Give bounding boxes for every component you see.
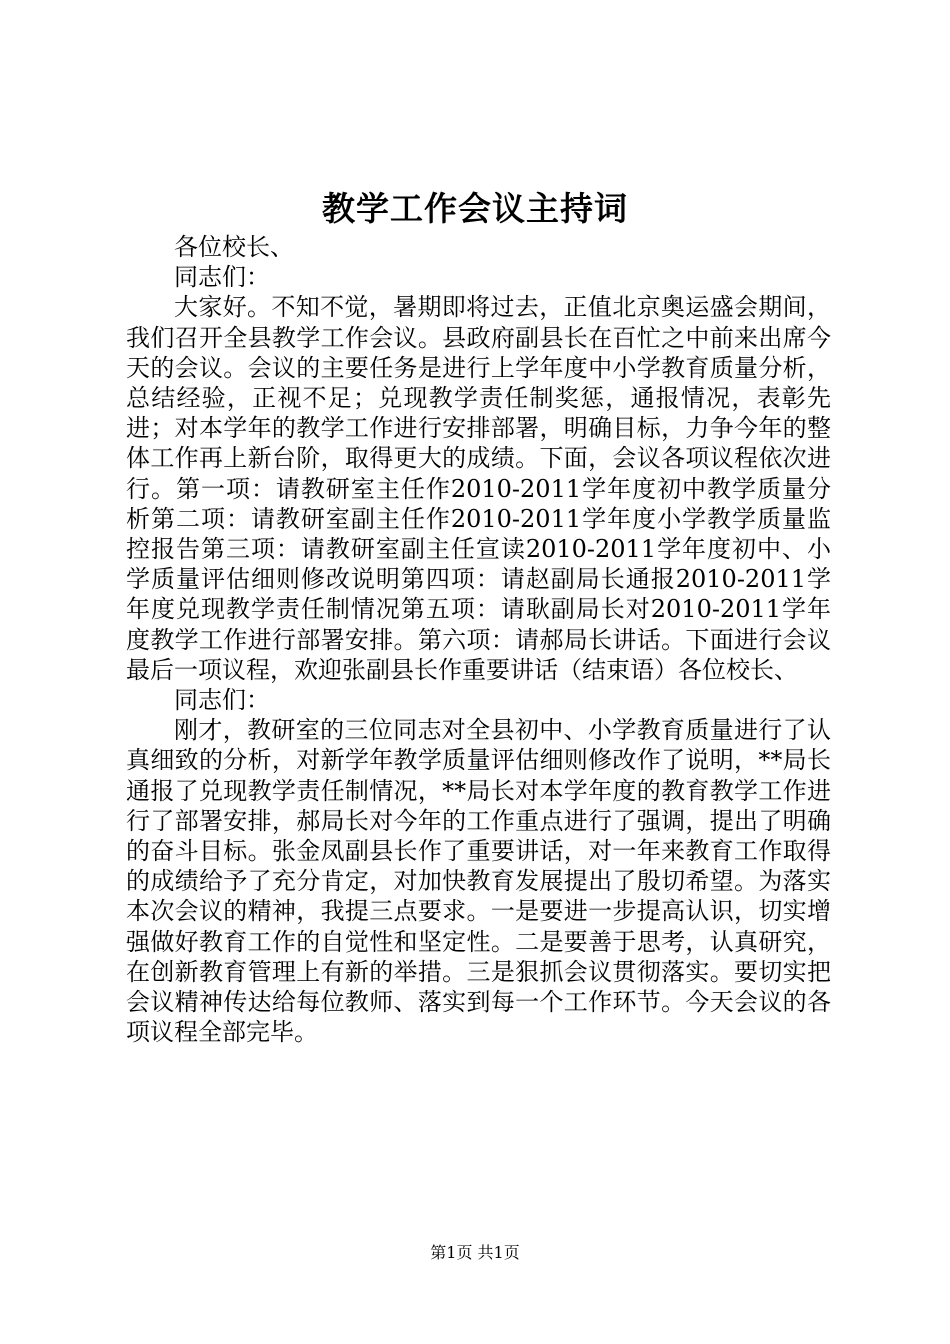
body-paragraph: 刚才，教研室的三位同志对全县初中、小学教育质量进行了认真细致的分析，对新学年教学质量评估细则修改作了说明，**局长通报了兑现教学责任制情况，**局长对本学年度的教育教学工作进行了部署安排，郝局长对今年的工作重点进行了强调，提出了明确的奋斗目标。张金凤副县长作了重要讲话，对一年来教育工作取得的成绩给予了充分肯定，对加快教育发展提出了殷切希望。为落实本次会议的精神，我提三点要求。一是要进一步提高认识，切实增强做好教育工作的自觉性和坚定性。二是要善于思考，认真研究，在创新教育管理上有新的举措。三是狠抓会议贯彻落实。要切实把会议精神传达给每位教师、落实到每一个工作环节。今天会议的各项议程全部完毕。 (126, 716, 831, 1047)
document-title: 教学工作会议主持词 (322, 189, 628, 228)
page-footer: 第1页 共1页 (430, 1243, 520, 1262)
salutation-line: 同志们： (174, 686, 270, 715)
document-body (126, 232, 831, 1047)
salutation-line: 同志们： (174, 263, 270, 292)
body-paragraph: 大家好。不知不觉，暑期即将过去，正值北京奥运盛会期间，我们召开全县教学工作会议。县政府副县长在百忙之中前来出席今天的会议。会议的主要任务是进行上学年度中小学教育质量分析，总结经验，正视不足；兑现教学责任制奖惩，通报情况，表彰先进；对本学年的教学工作进行安排部署，明确目标，力争今年的整体工作再上新台阶，取得更大的成绩。下面，会议各项议程依次进行。第一项：请教研室主任作2010-2011学年度初中教学质量分析第二项：请教研室副主任作2010-2011学年度小学教学质量监控报告第三项：请教研室副主任宣读2010-2011学年度初中、小学质量评估细则修改说明第四项：请赵副局长通报2010-2011学年度兑现教学责任制情况第五项：请耿副局长对2010-2011学年度教学工作进行部署安排。第六项：请郝局长讲话。下面进行会议最后一项议程，欢迎张副县长作重要讲话（结束语）各位校长、 (126, 293, 831, 684)
salutation-line: 各位校长、 (174, 233, 294, 261)
